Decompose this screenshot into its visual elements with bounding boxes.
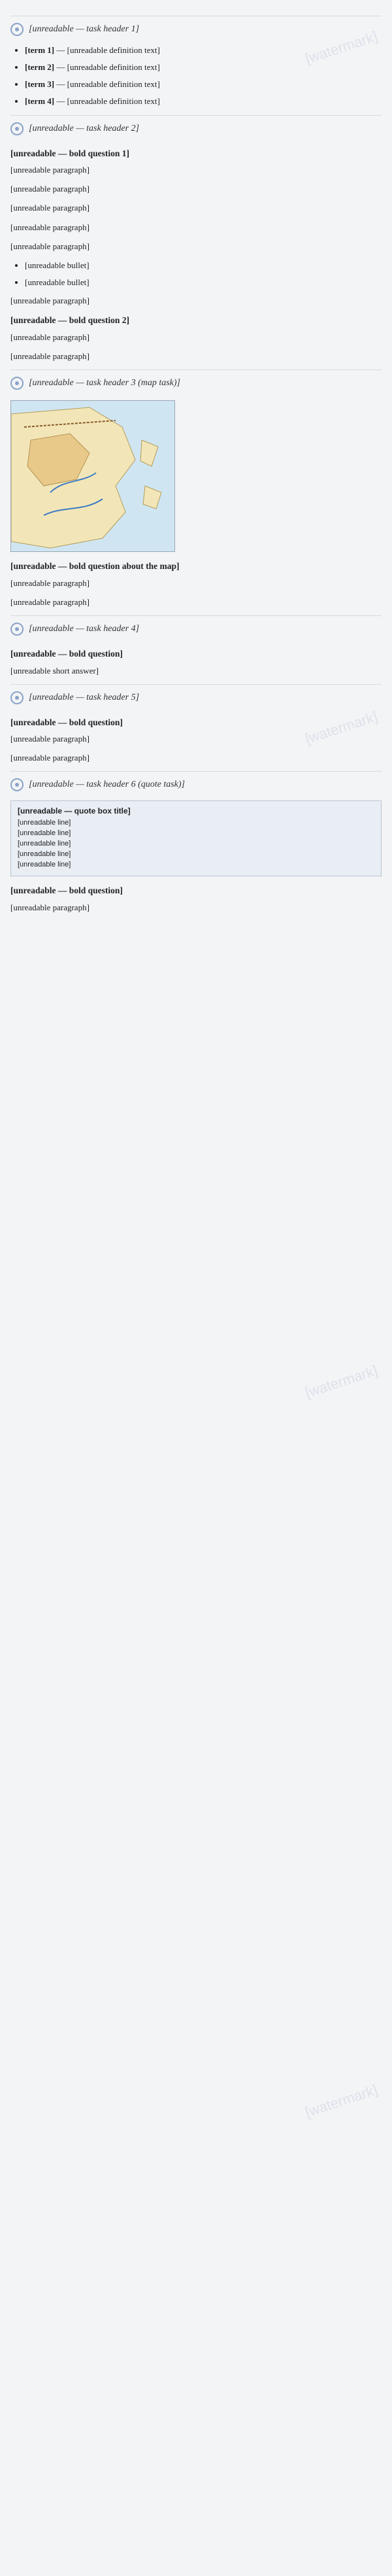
task-icon [10, 778, 24, 791]
answer-paragraph: [unreadable paragraph] [10, 203, 90, 213]
answer-paragraph: [unreadable paragraph] [10, 165, 90, 175]
task-icon [10, 377, 24, 390]
answer-paragraph: [unreadable paragraph] [10, 577, 90, 588]
term-definition: [unreadable definition text] [67, 79, 160, 90]
task-title: [unreadable — task header 3 (map task)] [29, 378, 181, 388]
question: [unreadable — bold question] [10, 717, 123, 727]
answer-paragraph: [unreadable paragraph] [10, 222, 90, 232]
quote-line: [unreadable line] [18, 840, 71, 848]
quote-title: [unreadable — quote box title] [18, 806, 131, 816]
term-name: [term 2] [25, 62, 55, 73]
answer-paragraph: [unreadable paragraph] [10, 332, 90, 342]
watermark-text: [watermark] [302, 2081, 380, 2121]
question: [unreadable — bold question about the map] [10, 561, 180, 572]
term-name: [term 1] [25, 45, 55, 55]
answer-paragraph: [unreadable paragraph] [10, 351, 90, 361]
bullet-item: • [unreadable bullet] [25, 259, 382, 272]
term-definition: [unreadable definition text] [67, 96, 160, 107]
term-item: • [term 3] — [unreadable definition text] [25, 78, 382, 91]
map-illustration [11, 401, 174, 551]
question: [unreadable — bold question] [10, 885, 123, 896]
quote-box [10, 800, 382, 876]
answer-paragraph: [unreadable paragraph] [10, 902, 90, 912]
watermark-text: [watermark] [302, 27, 380, 67]
task-title: [unreadable — task header 2] [29, 123, 140, 133]
term-item: • [term 2] — [unreadable definition text] [25, 61, 382, 74]
task-header [10, 684, 382, 710]
task-icon [10, 23, 24, 36]
quote-line: [unreadable line] [18, 861, 71, 869]
task-header [10, 16, 382, 41]
quote-line: [unreadable line] [18, 819, 71, 827]
task-header [10, 771, 382, 797]
term-definition: [unreadable definition text] [67, 62, 160, 73]
watermark-text: [watermark] [302, 1362, 380, 1401]
question: [unreadable — bold question] [10, 648, 123, 659]
task-title: [unreadable — task header 6 (quote task)] [29, 780, 185, 790]
task-icon [10, 623, 24, 636]
terms-list [10, 44, 382, 109]
question: [unreadable — bold question 1] [10, 148, 130, 158]
answer-paragraph: [unreadable paragraph] [10, 184, 90, 194]
task-title: [unreadable — task header 4] [29, 623, 140, 634]
task-header [10, 369, 382, 395]
answer-paragraph: [unreadable paragraph] [10, 241, 90, 251]
answer-paragraph: [unreadable paragraph] [10, 734, 90, 744]
bullet-item: • [unreadable bullet] [25, 276, 382, 289]
watermark-text: [watermark] [302, 708, 380, 747]
task-header [10, 115, 382, 141]
china-map-image [10, 400, 175, 552]
question: [unreadable — bold question 2] [10, 315, 130, 326]
answer-paragraph: [unreadable paragraph] [10, 596, 90, 607]
term-item: • [term 4] — [unreadable definition text] [25, 95, 382, 108]
term-item: • [term 1] — [unreadable definition text] [25, 44, 382, 57]
quote-line: [unreadable line] [18, 850, 71, 859]
answer-paragraph: [unreadable paragraph] [10, 296, 90, 306]
term-name: [term 3] [25, 79, 55, 90]
quote-line: [unreadable line] [18, 829, 71, 838]
term-name: [term 4] [25, 96, 55, 107]
answer-paragraph: [unreadable paragraph] [10, 753, 90, 763]
task-title: [unreadable — task header 1] [29, 24, 140, 34]
answer-paragraph: [unreadable short answer] [10, 665, 99, 676]
task-icon [10, 122, 24, 135]
answer-bullets [10, 259, 382, 289]
term-definition: [unreadable definition text] [67, 45, 160, 55]
task-header [10, 615, 382, 641]
task-title: [unreadable — task header 5] [29, 692, 140, 702]
task-icon [10, 691, 24, 704]
